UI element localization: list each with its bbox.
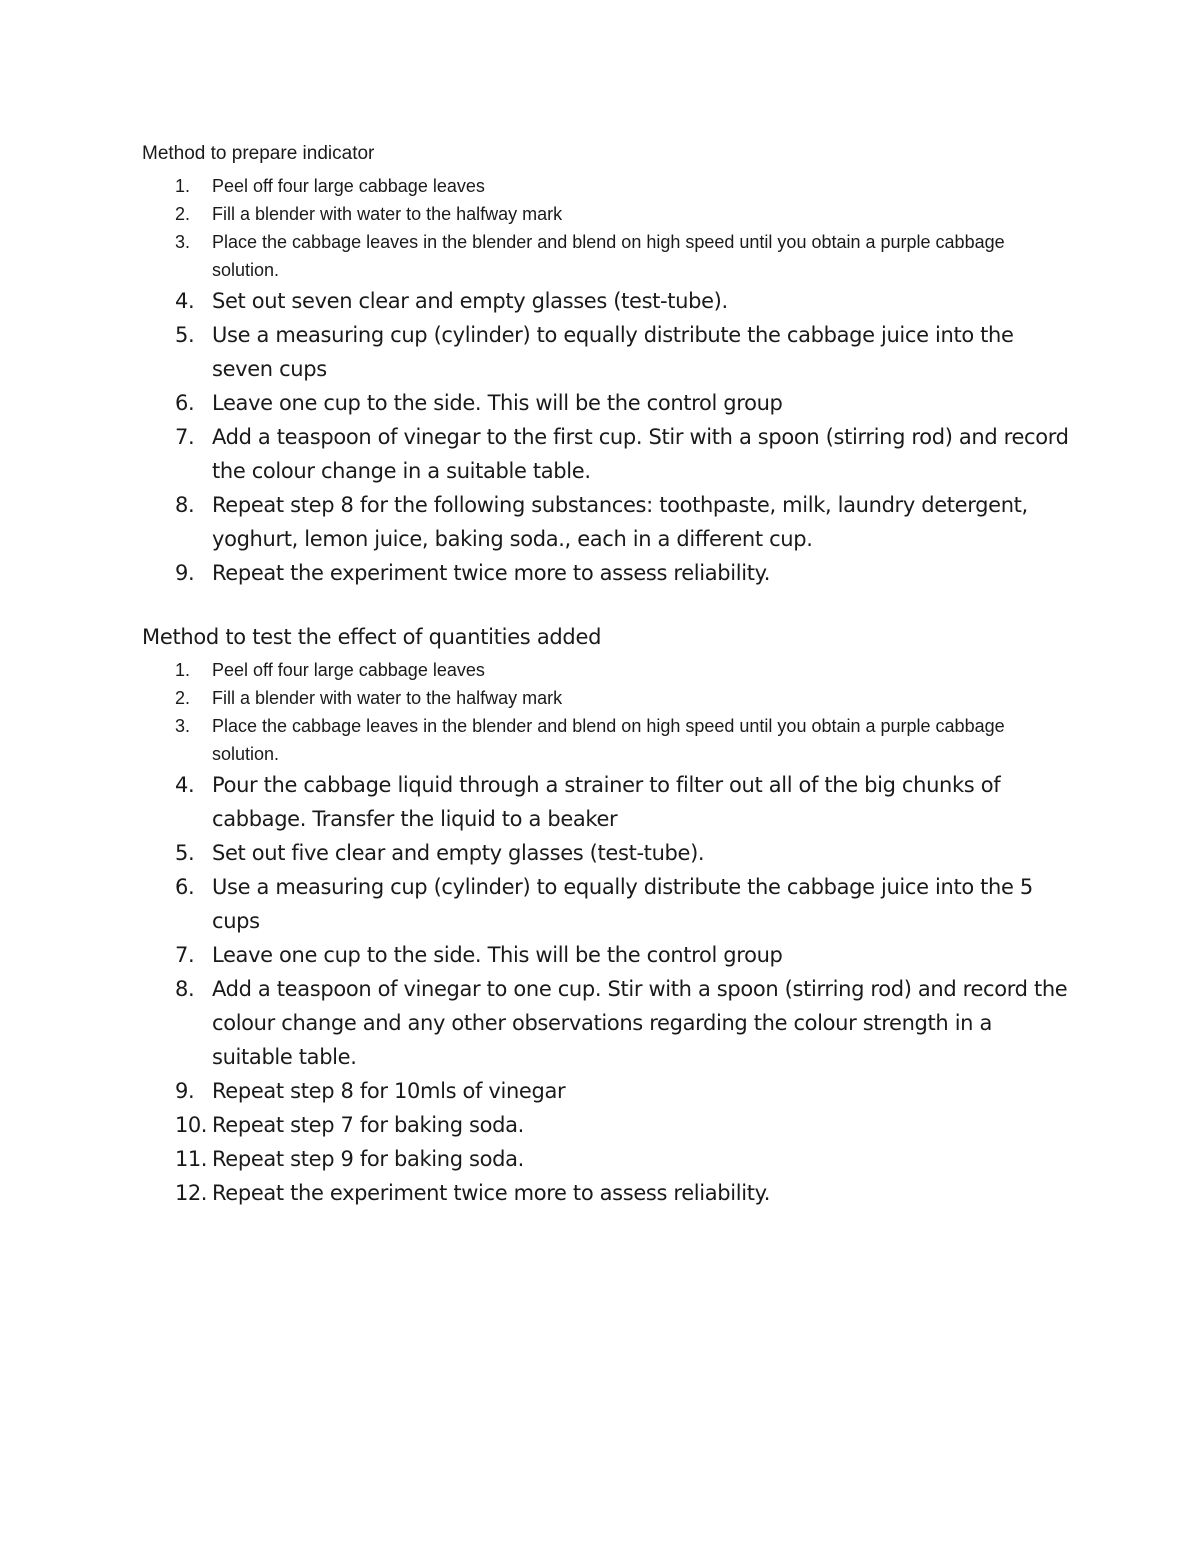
list-item [142,172,1072,200]
list-item [142,1142,1072,1176]
list-item [142,420,1072,488]
step-number: 8. [175,493,195,517]
step-text: Repeat step 7 for baking soda. [212,1113,524,1137]
step-text: Add a teaspoon of vinegar to one cup. Stir with a spoon (stirring rod) and record the colour change and any other observations regarding the colour strength in a suitable table. [212,977,1068,1069]
section-heading: Method to test the effect of quantities added [142,625,602,649]
step-number: 8. [175,977,195,1001]
step-number: 4. [175,289,195,313]
section-prepare-indicator [142,142,1072,590]
step-text: Repeat the experiment twice more to assess reliability. [212,1181,771,1205]
step-number: 9. [175,561,195,585]
step-text: Leave one cup to the side. This will be the control group [212,943,783,967]
step-number: 2. [175,688,191,708]
list-item [142,386,1072,420]
steps-list [142,656,1072,1210]
step-number: 7. [175,943,195,967]
step-number: 5. [175,323,195,347]
step-number: 11. [175,1147,207,1171]
step-number: 6. [175,391,195,415]
steps-list [142,172,1072,590]
list-item [142,938,1072,972]
list-item [142,972,1072,1074]
section-quantities-test [142,622,1072,1210]
step-text: Use a measuring cup (cylinder) to equally distribute the cabbage juice into the 5 cups [212,875,1033,933]
step-text: Fill a blender with water to the halfway mark [212,204,563,224]
step-text: Repeat step 9 for baking soda. [212,1147,524,1171]
section-heading: Method to prepare indicator [142,143,375,164]
step-text: Fill a blender with water to the halfway mark [212,688,563,708]
list-item [142,1176,1072,1210]
step-number: 4. [175,773,195,797]
list-item [142,318,1072,386]
list-item [142,284,1072,318]
step-text: Peel off four large cabbage leaves [212,660,485,680]
list-item [142,656,1072,684]
step-text: Pour the cabbage liquid through a strainer to filter out all of the big chunks of cabbage. Transfer the liquid to a beaker [212,773,1001,831]
step-number: 3. [175,716,191,736]
list-item [142,1074,1072,1108]
step-number: 1. [175,176,191,196]
list-item [142,1108,1072,1142]
step-text: Place the cabbage leaves in the blender and blend on high speed until you obtain a purple cabbage solution. [212,716,1005,764]
list-item [142,684,1072,712]
step-number: 5. [175,841,195,865]
step-text: Leave one cup to the side. This will be the control group [212,391,783,415]
step-text: Set out five clear and empty glasses (test-tube). [212,841,705,865]
list-item [142,768,1072,836]
list-item [142,200,1072,228]
list-item [142,836,1072,870]
step-text: Set out seven clear and empty glasses (test-tube). [212,289,728,313]
list-item [142,712,1072,768]
list-item [142,556,1072,590]
step-number: 6. [175,875,195,899]
step-text: Place the cabbage leaves in the blender and blend on high speed until you obtain a purple cabbage solution. [212,232,1005,280]
step-number: 3. [175,232,191,252]
list-item [142,488,1072,556]
step-number: 2. [175,204,191,224]
step-number: 1. [175,660,191,680]
step-text: Peel off four large cabbage leaves [212,176,485,196]
step-text: Repeat step 8 for 10mls of vinegar [212,1079,566,1103]
step-number: 9. [175,1079,195,1103]
step-number: 7. [175,425,195,449]
step-text: Repeat step 8 for the following substances: toothpaste, milk, laundry detergent, yoghurt, lemon juice, baking soda., each in a different cup. [212,493,1028,551]
step-number: 10. [175,1113,207,1137]
step-number: 12. [175,1181,207,1205]
step-text: Repeat the experiment twice more to assess reliability. [212,561,771,585]
step-text: Add a teaspoon of vinegar to the first cup. Stir with a spoon (stirring rod) and record the colour change in a suitable table. [212,425,1069,483]
list-item [142,228,1072,284]
list-item [142,870,1072,938]
step-text: Use a measuring cup (cylinder) to equally distribute the cabbage juice into the seven cups [212,323,1014,381]
